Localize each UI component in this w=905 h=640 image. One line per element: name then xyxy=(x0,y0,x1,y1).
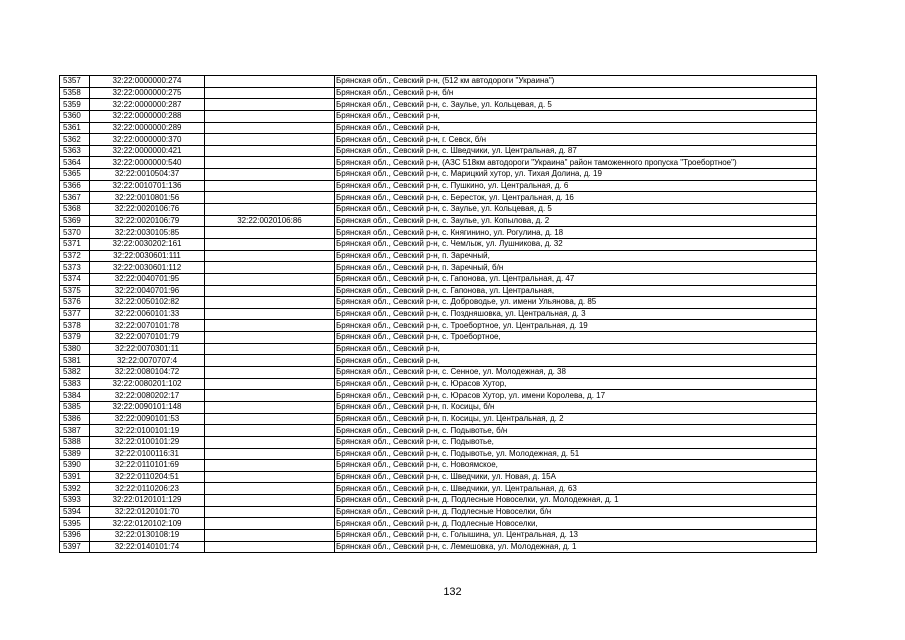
row-number-cell: 5393 xyxy=(60,495,90,507)
address-cell: Брянская обл., Севский р-н, п. Заречный, xyxy=(335,250,817,262)
address-cell: Брянская обл., Севский р-н, с. Гапонова, ул. Центральная, xyxy=(335,285,817,297)
table-row xyxy=(60,238,817,250)
address-cell: Брянская обл., Севский р-н, (АЗС 518км автодороги "Украина" район таможенного пропуска "Троебортное") xyxy=(335,157,817,169)
cadastral-number-cell: 32:22:0010504:37 xyxy=(90,169,205,181)
table-row xyxy=(60,436,817,448)
row-number-cell: 5392 xyxy=(60,483,90,495)
row-number-cell: 5358 xyxy=(60,87,90,99)
address-cell: Брянская обл., Севский р-н, xyxy=(335,355,817,367)
previous-cadastral-number-cell xyxy=(205,285,335,297)
cadastral-number-cell: 32:22:0000000:540 xyxy=(90,157,205,169)
row-number-cell: 5381 xyxy=(60,355,90,367)
cadastral-number-cell: 32:22:0130108:19 xyxy=(90,529,205,541)
address-cell: Брянская обл., Севский р-н, с. Марицкий хутор, ул. Тихая Долина, д. 19 xyxy=(335,169,817,181)
previous-cadastral-number-cell xyxy=(205,367,335,379)
previous-cadastral-number-cell xyxy=(205,110,335,122)
address-cell: Брянская обл., Севский р-н, xyxy=(335,343,817,355)
table-row xyxy=(60,471,817,483)
cadastral-number-cell: 32:22:0140101:74 xyxy=(90,541,205,553)
address-cell: Брянская обл., Севский р-н, с. Гапонова, ул. Центральная, д. 47 xyxy=(335,273,817,285)
cadastral-number-cell: 32:22:0000000:421 xyxy=(90,145,205,157)
table-row xyxy=(60,297,817,309)
cadastral-number-cell: 32:22:0100116:31 xyxy=(90,448,205,460)
cadastral-number-cell: 32:22:0110204:51 xyxy=(90,471,205,483)
table-row xyxy=(60,204,817,216)
previous-cadastral-number-cell xyxy=(205,518,335,530)
row-number-cell: 5384 xyxy=(60,390,90,402)
previous-cadastral-number-cell xyxy=(205,541,335,553)
cadastral-number-cell: 32:22:0050102:82 xyxy=(90,297,205,309)
row-number-cell: 5357 xyxy=(60,76,90,88)
table-row xyxy=(60,332,817,344)
cadastral-number-cell: 32:22:0010801:56 xyxy=(90,192,205,204)
address-cell: Брянская обл., Севский р-н, с. Чемлыж, ул. Лушникова, д. 32 xyxy=(335,238,817,250)
address-cell: Брянская обл., Севский р-н, г. Севск, б/н xyxy=(335,134,817,146)
table-row xyxy=(60,192,817,204)
previous-cadastral-number-cell: 32:22:0020106:86 xyxy=(205,215,335,227)
table-row xyxy=(60,227,817,239)
row-number-cell: 5385 xyxy=(60,401,90,413)
row-number-cell: 5380 xyxy=(60,343,90,355)
table-row xyxy=(60,122,817,134)
table-row xyxy=(60,495,817,507)
table-row xyxy=(60,413,817,425)
row-number-cell: 5367 xyxy=(60,192,90,204)
cadastral-number-cell: 32:22:0110206:23 xyxy=(90,483,205,495)
cadastral-number-cell: 32:22:0120101:129 xyxy=(90,495,205,507)
table-row xyxy=(60,401,817,413)
cadastral-number-cell: 32:22:0080201:102 xyxy=(90,378,205,390)
address-cell: Брянская обл., Севский р-н, п. Косицы, б/н xyxy=(335,401,817,413)
table-row xyxy=(60,110,817,122)
previous-cadastral-number-cell xyxy=(205,332,335,344)
row-number-cell: 5395 xyxy=(60,518,90,530)
table-row xyxy=(60,308,817,320)
row-number-cell: 5397 xyxy=(60,541,90,553)
row-number-cell: 5377 xyxy=(60,308,90,320)
table-row xyxy=(60,355,817,367)
previous-cadastral-number-cell xyxy=(205,76,335,88)
address-cell: Брянская обл., Севский р-н, с. Шведчики, ул. Центральная, д. 87 xyxy=(335,145,817,157)
cadastral-number-cell: 32:22:0000000:275 xyxy=(90,87,205,99)
previous-cadastral-number-cell xyxy=(205,401,335,413)
address-cell: Брянская обл., Севский р-н, с. Лемешовка, ул. Молодежная, д. 1 xyxy=(335,541,817,553)
row-number-cell: 5389 xyxy=(60,448,90,460)
row-number-cell: 5363 xyxy=(60,145,90,157)
cadastral-number-cell: 32:22:0110101:69 xyxy=(90,460,205,472)
table-row xyxy=(60,145,817,157)
address-cell: Брянская обл., Севский р-н, с. Сенное, ул. Молодежная, д. 38 xyxy=(335,367,817,379)
address-cell: Брянская обл., Севский р-н, (512 км автодороги "Украина") xyxy=(335,76,817,88)
table-row xyxy=(60,285,817,297)
address-cell: Брянская обл., Севский р-н, xyxy=(335,122,817,134)
cadastral-number-cell: 32:22:0080104:72 xyxy=(90,367,205,379)
previous-cadastral-number-cell xyxy=(205,390,335,402)
table-row xyxy=(60,425,817,437)
table-row xyxy=(60,169,817,181)
address-cell: Брянская обл., Севский р-н, с. Доброводье, ул. имени Ульянова, д. 85 xyxy=(335,297,817,309)
row-number-cell: 5376 xyxy=(60,297,90,309)
table-row xyxy=(60,448,817,460)
table-row xyxy=(60,529,817,541)
cadastral-number-cell: 32:22:0000000:370 xyxy=(90,134,205,146)
row-number-cell: 5387 xyxy=(60,425,90,437)
cadastral-number-cell: 32:22:0120102:109 xyxy=(90,518,205,530)
table-row xyxy=(60,518,817,530)
table-row xyxy=(60,367,817,379)
table-row xyxy=(60,541,817,553)
cadastral-number-cell: 32:22:0040701:96 xyxy=(90,285,205,297)
registry-table xyxy=(59,75,817,553)
cadastral-number-cell: 32:22:0030601:112 xyxy=(90,262,205,274)
address-cell: Брянская обл., Севский р-н, с. Троебортное, ул. Центральная, д. 19 xyxy=(335,320,817,332)
address-cell: Брянская обл., Севский р-н, с. Заулье, ул. Кольцевая, д. 5 xyxy=(335,99,817,111)
table-row xyxy=(60,87,817,99)
previous-cadastral-number-cell xyxy=(205,204,335,216)
previous-cadastral-number-cell xyxy=(205,169,335,181)
row-number-cell: 5361 xyxy=(60,122,90,134)
row-number-cell: 5371 xyxy=(60,238,90,250)
table-row xyxy=(60,483,817,495)
address-cell: Брянская обл., Севский р-н, д. Подлесные Новоселки, ул. Молодежная, д. 1 xyxy=(335,495,817,507)
row-number-cell: 5379 xyxy=(60,332,90,344)
cadastral-number-cell: 32:22:0060101:33 xyxy=(90,308,205,320)
table-row xyxy=(60,134,817,146)
table-row xyxy=(60,378,817,390)
row-number-cell: 5396 xyxy=(60,529,90,541)
row-number-cell: 5360 xyxy=(60,110,90,122)
previous-cadastral-number-cell xyxy=(205,297,335,309)
address-cell: Брянская обл., Севский р-н, б/н xyxy=(335,87,817,99)
cadastral-number-cell: 32:22:0070101:78 xyxy=(90,320,205,332)
previous-cadastral-number-cell xyxy=(205,355,335,367)
row-number-cell: 5382 xyxy=(60,367,90,379)
row-number-cell: 5378 xyxy=(60,320,90,332)
row-number-cell: 5359 xyxy=(60,99,90,111)
previous-cadastral-number-cell xyxy=(205,145,335,157)
address-cell: Брянская обл., Севский р-н, п. Заречный, б/н xyxy=(335,262,817,274)
previous-cadastral-number-cell xyxy=(205,471,335,483)
address-cell: Брянская обл., Севский р-н, xyxy=(335,110,817,122)
cadastral-number-cell: 32:22:0020106:79 xyxy=(90,215,205,227)
table-row xyxy=(60,250,817,262)
row-number-cell: 5372 xyxy=(60,250,90,262)
cadastral-number-cell: 32:22:0120101:70 xyxy=(90,506,205,518)
previous-cadastral-number-cell xyxy=(205,99,335,111)
row-number-cell: 5390 xyxy=(60,460,90,472)
row-number-cell: 5370 xyxy=(60,227,90,239)
previous-cadastral-number-cell xyxy=(205,238,335,250)
table-row xyxy=(60,506,817,518)
row-number-cell: 5368 xyxy=(60,204,90,216)
address-cell: Брянская обл., Севский р-н, с. Троебортное, xyxy=(335,332,817,344)
row-number-cell: 5369 xyxy=(60,215,90,227)
previous-cadastral-number-cell xyxy=(205,529,335,541)
address-cell: Брянская обл., Севский р-н, с. Княгинино, ул. Рогулина, д. 18 xyxy=(335,227,817,239)
cadastral-number-cell: 32:22:0080202:17 xyxy=(90,390,205,402)
table-row xyxy=(60,460,817,472)
previous-cadastral-number-cell xyxy=(205,495,335,507)
previous-cadastral-number-cell xyxy=(205,273,335,285)
row-number-cell: 5374 xyxy=(60,273,90,285)
address-cell: Брянская обл., Севский р-н, с. Голышина, ул. Центральная, д. 13 xyxy=(335,529,817,541)
cadastral-number-cell: 32:22:0100101:29 xyxy=(90,436,205,448)
cadastral-number-cell: 32:22:0100101:19 xyxy=(90,425,205,437)
previous-cadastral-number-cell xyxy=(205,378,335,390)
previous-cadastral-number-cell xyxy=(205,320,335,332)
address-cell: Брянская обл., Севский р-н, с. Бересток, ул. Центральная, д. 16 xyxy=(335,192,817,204)
table-row xyxy=(60,343,817,355)
address-cell: Брянская обл., Севский р-н, д. Подлесные Новоселки, б/н xyxy=(335,506,817,518)
cadastral-number-cell: 32:22:0010701:136 xyxy=(90,180,205,192)
previous-cadastral-number-cell xyxy=(205,308,335,320)
page-number: 132 xyxy=(443,586,462,598)
row-number-cell: 5364 xyxy=(60,157,90,169)
address-cell: Брянская обл., Севский р-н, с. Поздняшовка, ул. Центральная, д. 3 xyxy=(335,308,817,320)
row-number-cell: 5373 xyxy=(60,262,90,274)
previous-cadastral-number-cell xyxy=(205,134,335,146)
address-cell: Брянская обл., Севский р-н, с. Подывотье, б/н xyxy=(335,425,817,437)
table-row xyxy=(60,215,817,227)
table-row xyxy=(60,157,817,169)
previous-cadastral-number-cell xyxy=(205,157,335,169)
cadastral-number-cell: 32:22:0070707:4 xyxy=(90,355,205,367)
address-cell: Брянская обл., Севский р-н, с. Юрасов Хутор, ул. имени Королева, д. 17 xyxy=(335,390,817,402)
row-number-cell: 5383 xyxy=(60,378,90,390)
previous-cadastral-number-cell xyxy=(205,227,335,239)
cadastral-number-cell: 32:22:0030601:111 xyxy=(90,250,205,262)
table-row xyxy=(60,180,817,192)
address-cell: Брянская обл., Севский р-н, с. Заулье, ул. Кольцевая, д. 5 xyxy=(335,204,817,216)
cadastral-number-cell: 32:22:0040701:95 xyxy=(90,273,205,285)
cadastral-number-cell: 32:22:0090101:148 xyxy=(90,401,205,413)
cadastral-number-cell: 32:22:0000000:288 xyxy=(90,110,205,122)
previous-cadastral-number-cell xyxy=(205,343,335,355)
address-cell: Брянская обл., Севский р-н, п. Косицы, ул. Центральная, д. 2 xyxy=(335,413,817,425)
registry-table-body xyxy=(60,76,817,553)
cadastral-number-cell: 32:22:0090101:53 xyxy=(90,413,205,425)
address-cell: Брянская обл., Севский р-н, с. Подывотье, xyxy=(335,436,817,448)
previous-cadastral-number-cell xyxy=(205,180,335,192)
cadastral-number-cell: 32:22:0020106:76 xyxy=(90,204,205,216)
previous-cadastral-number-cell xyxy=(205,506,335,518)
table-row xyxy=(60,99,817,111)
address-cell: Брянская обл., Севский р-н, с. Пушкино, ул. Центральная, д. 6 xyxy=(335,180,817,192)
row-number-cell: 5365 xyxy=(60,169,90,181)
table-row xyxy=(60,273,817,285)
previous-cadastral-number-cell xyxy=(205,262,335,274)
address-cell: Брянская обл., Севский р-н, д. Подлесные Новоселки, xyxy=(335,518,817,530)
row-number-cell: 5366 xyxy=(60,180,90,192)
address-cell: Брянская обл., Севский р-н, с. Юрасов Хутор, xyxy=(335,378,817,390)
cadastral-number-cell: 32:22:0070101:79 xyxy=(90,332,205,344)
table-row xyxy=(60,320,817,332)
row-number-cell: 5375 xyxy=(60,285,90,297)
address-cell: Брянская обл., Севский р-н, с. Шведчики, ул. Центральная, д. 63 xyxy=(335,483,817,495)
cadastral-number-cell: 32:22:0000000:274 xyxy=(90,76,205,88)
cadastral-number-cell: 32:22:0000000:289 xyxy=(90,122,205,134)
cadastral-number-cell: 32:22:0030202:161 xyxy=(90,238,205,250)
previous-cadastral-number-cell xyxy=(205,448,335,460)
previous-cadastral-number-cell xyxy=(205,87,335,99)
row-number-cell: 5391 xyxy=(60,471,90,483)
cadastral-number-cell: 32:22:0070301:11 xyxy=(90,343,205,355)
address-cell: Брянская обл., Севский р-н, с. Новоямское, xyxy=(335,460,817,472)
row-number-cell: 5362 xyxy=(60,134,90,146)
previous-cadastral-number-cell xyxy=(205,460,335,472)
table-row xyxy=(60,390,817,402)
row-number-cell: 5388 xyxy=(60,436,90,448)
previous-cadastral-number-cell xyxy=(205,192,335,204)
previous-cadastral-number-cell xyxy=(205,250,335,262)
previous-cadastral-number-cell xyxy=(205,122,335,134)
address-cell: Брянская обл., Севский р-н, с. Подывотье, ул. Молодежная, д. 51 xyxy=(335,448,817,460)
previous-cadastral-number-cell xyxy=(205,425,335,437)
cadastral-number-cell: 32:22:0000000:287 xyxy=(90,99,205,111)
table-row xyxy=(60,262,817,274)
table-row xyxy=(60,76,817,88)
address-cell: Брянская обл., Севский р-н, с. Шведчики, ул. Новая, д. 15А xyxy=(335,471,817,483)
previous-cadastral-number-cell xyxy=(205,483,335,495)
address-cell: Брянская обл., Севский р-н, с. Заулье, ул. Копылова, д. 2 xyxy=(335,215,817,227)
previous-cadastral-number-cell xyxy=(205,436,335,448)
row-number-cell: 5394 xyxy=(60,506,90,518)
row-number-cell: 5386 xyxy=(60,413,90,425)
previous-cadastral-number-cell xyxy=(205,413,335,425)
cadastral-number-cell: 32:22:0030105:85 xyxy=(90,227,205,239)
